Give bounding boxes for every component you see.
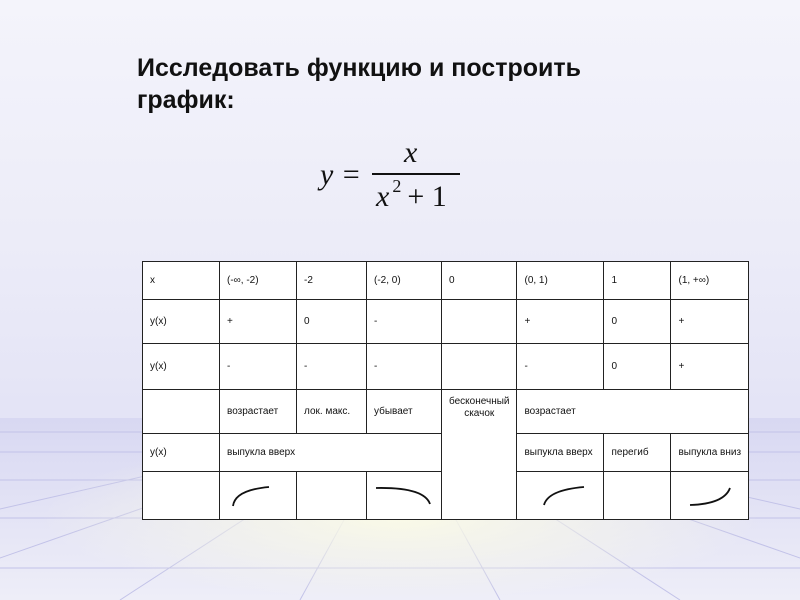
denominator-exponent: 2: [392, 176, 402, 196]
cell-convexity: выпукла вниз: [671, 434, 749, 472]
cell-sign: 0: [604, 300, 671, 344]
cell-header: y(x): [143, 344, 220, 390]
cell-interval: (0, 1): [517, 262, 604, 300]
cell-empty: [143, 472, 220, 520]
cell-interval: (-2, 0): [367, 262, 442, 300]
cell-header: x: [143, 262, 220, 300]
cell-discontinuity: бесконечный скачок: [442, 390, 517, 520]
curve-increasing-concave: [524, 483, 594, 509]
cell-sign: +: [671, 300, 749, 344]
cell-point: 1: [604, 262, 671, 300]
cell-sign: 0: [297, 300, 367, 344]
cell-sign: +: [671, 344, 749, 390]
table-row-second-derivative: [143, 344, 749, 390]
cell-sign: +: [517, 300, 604, 344]
cell-point: -2: [297, 262, 367, 300]
cell-sign: -: [367, 344, 442, 390]
fraction-bar: [372, 173, 460, 175]
curve-increasing-convex: [678, 483, 740, 509]
cell-interval: (1, +∞): [671, 262, 749, 300]
cell-sign: -: [517, 344, 604, 390]
table-row-first-derivative: [143, 300, 749, 344]
cell-sign: 0: [604, 344, 671, 390]
curve-decreasing-concave: [374, 483, 434, 509]
cell-local-max: лок. макс.: [297, 390, 367, 434]
cell-sign: -: [220, 344, 297, 390]
cell-curve: [367, 472, 442, 520]
cell-sign: [442, 300, 517, 344]
cell-header: y(x): [143, 300, 220, 344]
cell-inflection: перегиб: [604, 434, 671, 472]
cell-interval: (-∞, -2): [220, 262, 297, 300]
formula-numerator: x: [404, 136, 418, 169]
cell-monotonicity: убывает: [367, 390, 442, 434]
cell-empty: [143, 390, 220, 434]
denominator-rest: + 1: [407, 180, 447, 213]
cell-empty: [297, 472, 367, 520]
cell-monotonicity: возрастает: [220, 390, 297, 434]
cell-convexity: выпукла вверх: [517, 434, 604, 472]
formula-lhs: y =: [320, 158, 362, 191]
table-row-monotonicity: [143, 390, 749, 434]
cell-header: y(x): [143, 434, 220, 472]
cell-convexity: выпукла вверх: [220, 434, 442, 472]
slide-title: Исследовать функцию и построить график:: [137, 54, 581, 114]
cell-sign: -: [367, 300, 442, 344]
cell-sign: [442, 344, 517, 390]
curve-increasing-concave: [227, 483, 287, 509]
analysis-table: [142, 261, 749, 520]
cell-curve: [220, 472, 297, 520]
cell-sign: -: [297, 344, 367, 390]
cell-monotonicity: возрастает: [517, 390, 749, 434]
cell-sign: +: [220, 300, 297, 344]
cell-curve: [671, 472, 749, 520]
denominator-base: x: [376, 180, 390, 213]
function-formula: [318, 136, 468, 216]
table-row-x: [143, 262, 749, 300]
formula-denominator: [376, 176, 447, 214]
cell-curve: [517, 472, 604, 520]
cell-empty: [604, 472, 671, 520]
cell-point: 0: [442, 262, 517, 300]
